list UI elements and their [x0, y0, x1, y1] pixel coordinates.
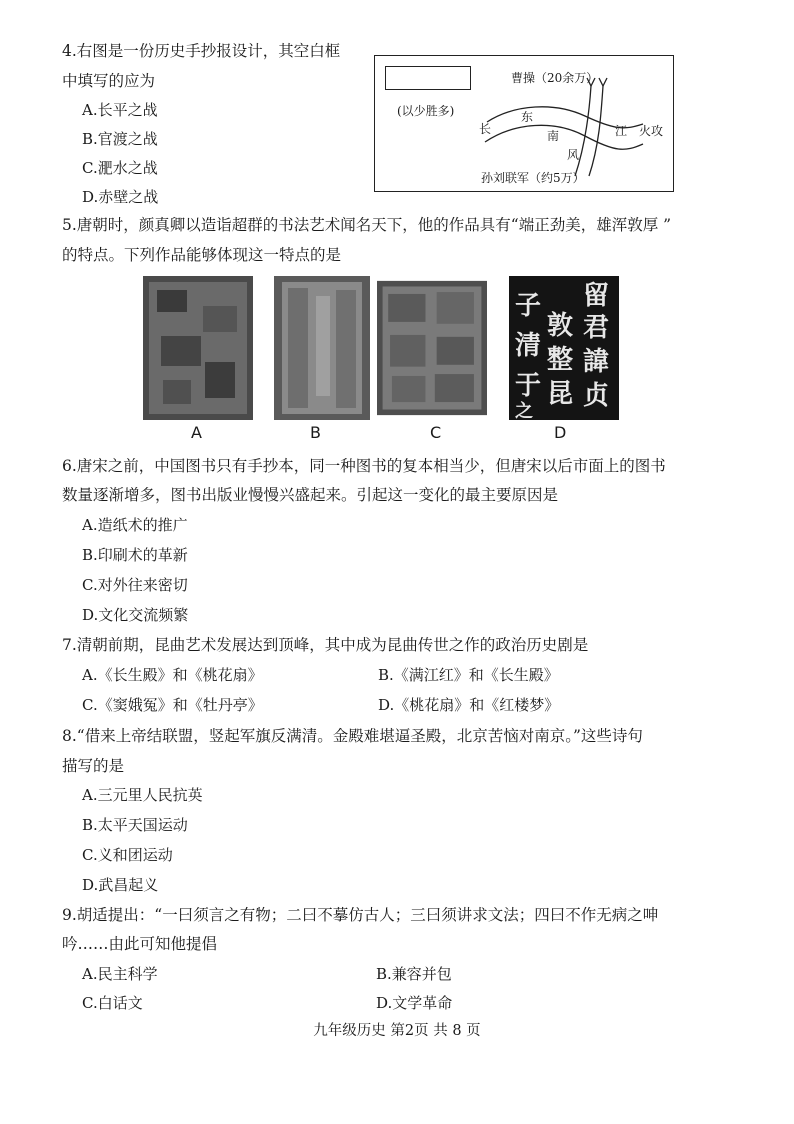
sun-liu-label: 孙刘联军（约5万） [481, 171, 585, 185]
river-char-4: 江 [615, 124, 628, 138]
q9-option-a: A.民主科学 [82, 965, 158, 983]
q9-option-d: D.文学革命 [376, 994, 453, 1012]
q9-stem-line1: 9.胡适提出：“一曰须言之有物；二曰不摹仿古人；三曰须讲求文法；四曰不作无病之呻 [62, 906, 659, 924]
q6-option-a: A.造纸术的推广 [82, 516, 188, 534]
q6-option-d: D.文化交流频繁 [82, 606, 189, 624]
q8-option-c: C.义和团运动 [82, 846, 173, 864]
rubbing-d-char: 子 [515, 291, 542, 321]
q5-stem-line2: 的特点。下列作品能够体现这一特点的是 [62, 246, 342, 264]
q6-option-c: C.对外往来密切 [82, 576, 188, 594]
q4-stem-line2: 中填写的应为 [62, 72, 156, 90]
q6-stem-line2: 数量逐渐增多，图书出版业慢慢兴盛起来。引起这一变化的最主要原因是 [62, 486, 559, 504]
page-footer: 九年级历史 第2页 共 8 页 [313, 1023, 481, 1039]
q4-option-b: B.官渡之战 [82, 130, 158, 148]
blank-note: (以少胜多) [397, 104, 455, 118]
q9-option-b: B.兼容并包 [376, 965, 452, 983]
rubbing-d-char: 之 [515, 401, 533, 422]
q8-option-b: B.太平天国运动 [82, 816, 188, 834]
calligraphy-rubbing-b [267, 276, 377, 420]
fire-attack-label: 火攻 [639, 124, 664, 138]
q4-option-d: D.赤壁之战 [82, 188, 159, 206]
calligraphy-rubbing-c [377, 276, 487, 420]
q9-option-c: C.白话文 [82, 994, 143, 1012]
rubbing-d-char: 昆 [547, 379, 574, 409]
blank-answer-box [385, 66, 471, 90]
image-label-b: B [310, 423, 321, 442]
image-label-a: A [191, 423, 202, 442]
image-label-d: D [554, 423, 567, 442]
q7-stem-line1: 7.清朝前期，昆曲艺术发展达到顶峰，其中成为昆曲传世之作的政治历史剧是 [62, 636, 589, 654]
q8-option-d: D.武昌起义 [82, 876, 159, 894]
battle-map-figure [374, 55, 674, 192]
q7-option-b: B.《满江红》和《长生殿》 [378, 666, 559, 684]
cao-cao-label: 曹操（20余万） [511, 71, 599, 85]
rubbing-d-char: 贞 [583, 381, 610, 411]
rubbing-d-char: 整 [547, 345, 574, 375]
q9-stem-line2: 吟……由此可知他提倡 [62, 935, 218, 953]
river-char-5: 风 [567, 148, 580, 162]
rubbing-d-char: 于 [515, 371, 542, 401]
river-char-1: 长 [479, 122, 492, 136]
q5-stem-line1: 5.唐朝时，颜真卿以造诣超群的书法艺术闻名天下，他的作品具有“端正劲美，雄浑敦厚 ” [62, 216, 672, 234]
image-label-c: C [430, 423, 442, 442]
q6-option-b: B.印刷术的革新 [82, 546, 188, 564]
river-char-3: 南 [547, 129, 560, 143]
q8-stem-line2: 描写的是 [62, 757, 125, 775]
q7-option-c: C.《窦娥冤》和《牡丹亭》 [82, 696, 263, 714]
q6-stem-line1: 6.唐宋之前，中国图书只有手抄本，同一种图书的复本相当少，但唐宋以后市面上的图书 [62, 457, 666, 475]
river-char-2: 东 [521, 110, 534, 124]
calligraphy-rubbing-d [509, 276, 619, 420]
q4-stem-line1: 4.右图是一份历史手抄报设计，其空白框 [62, 42, 341, 60]
rubbing-d-char: 敦 [547, 311, 574, 341]
q4-option-a: A.长平之战 [82, 101, 158, 119]
rubbing-d-char: 諱 [583, 347, 610, 377]
q7-option-d: D.《桃花扇》和《红楼梦》 [378, 696, 560, 714]
rubbing-d-char: 君 [583, 313, 610, 343]
q8-option-a: A.三元里人民抗英 [82, 786, 203, 804]
rubbing-d-char: 留 [583, 281, 610, 311]
calligraphy-rubbing-a [143, 276, 253, 420]
rubbing-d-char: 清 [515, 331, 542, 361]
q7-option-a: A.《长生殿》和《桃花扇》 [82, 666, 263, 684]
q4-option-c: C.淝水之战 [82, 159, 158, 177]
q8-stem-line1: 8.“借来上帝结联盟，竖起军旗反满清。金殿难堪逼圣殿，北京苦恼对南京。”这些诗句 [62, 727, 643, 745]
